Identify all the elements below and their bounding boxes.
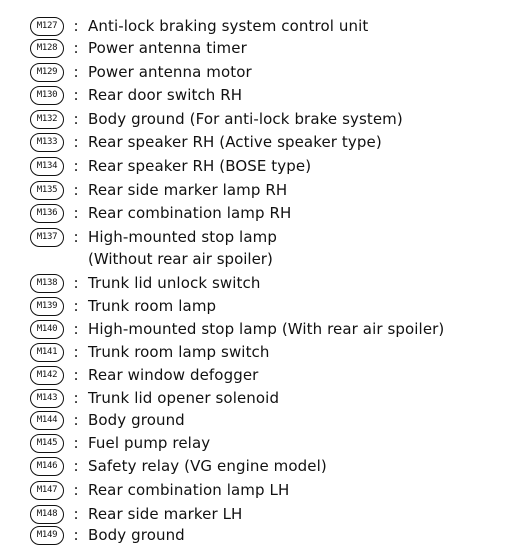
legend-item (30, 108, 403, 130)
separator-colon: : (73, 39, 79, 57)
connector-description: High-mounted stop lamp (With rear air spoiler) (88, 320, 445, 338)
connector-description: Body ground (88, 411, 185, 429)
legend-item (30, 202, 291, 224)
legend-item (30, 179, 287, 201)
connector-description: Body ground (For anti-lock brake system) (88, 110, 403, 128)
connector-description: High-mounted stop lamp (88, 228, 277, 246)
separator-colon: : (73, 297, 79, 315)
legend-item (30, 524, 185, 546)
connector-code-badge: M129 (30, 63, 64, 82)
separator-colon: : (73, 389, 79, 407)
legend-item (30, 295, 216, 317)
legend-item (30, 155, 311, 177)
legend-item (30, 61, 252, 83)
connector-code-badge: M145 (30, 434, 64, 453)
connector-code-badge: M138 (30, 274, 64, 293)
connector-code-badge: M149 (30, 526, 64, 545)
separator-colon: : (73, 457, 79, 475)
legend-item (30, 318, 444, 340)
legend-item (30, 432, 210, 454)
connector-description: Trunk room lamp (88, 297, 217, 315)
separator-colon: : (73, 343, 79, 361)
connector-code-badge: M147 (30, 481, 64, 500)
separator-colon: : (73, 320, 79, 338)
connector-code-badge: M146 (30, 457, 64, 476)
connector-description: Power antenna timer (88, 39, 247, 57)
separator-colon: : (73, 133, 79, 151)
legend-item (30, 503, 242, 525)
connector-description: Trunk lid opener solenoid (88, 389, 280, 407)
connector-code-badge: M143 (30, 389, 64, 408)
separator-colon: : (73, 86, 79, 104)
connector-code-badge: M142 (30, 366, 64, 385)
legend-item (30, 226, 277, 248)
separator-colon: : (73, 526, 79, 544)
connector-code-badge: M135 (30, 181, 64, 200)
separator-colon: : (73, 181, 79, 199)
connector-description: Trunk lid unlock switch (88, 274, 261, 292)
connector-description: Rear side marker lamp RH (88, 181, 288, 199)
connector-description: Rear window defogger (88, 366, 259, 384)
connector-code-badge: M132 (30, 110, 64, 129)
legend-item (30, 15, 368, 37)
connector-description: Rear speaker RH (BOSE type) (88, 157, 312, 175)
legend-item (30, 131, 382, 153)
separator-colon: : (73, 110, 79, 128)
legend-item (30, 364, 258, 386)
connector-code-badge: M130 (30, 86, 64, 105)
legend-item (30, 37, 247, 59)
connector-code-badge: M144 (30, 411, 64, 430)
connector-code-badge: M141 (30, 343, 64, 362)
connector-code-badge: M148 (30, 505, 64, 524)
connector-description: Trunk room lamp switch (88, 343, 270, 361)
connector-description: Power antenna motor (88, 63, 252, 81)
legend-item (30, 455, 327, 477)
connector-description: Fuel pump relay (88, 434, 211, 452)
legend-item (30, 387, 279, 409)
separator-colon: : (73, 411, 79, 429)
connector-description: Rear side marker LH (88, 505, 243, 523)
legend-item (30, 479, 289, 501)
connector-code-badge: M128 (30, 39, 64, 58)
legend-item (30, 409, 185, 431)
connector-code-badge: M127 (30, 17, 64, 36)
connector-code-badge: M137 (30, 228, 64, 247)
connector-description: Anti-lock braking system control unit (88, 17, 369, 35)
separator-colon: : (73, 228, 79, 246)
separator-colon: : (73, 63, 79, 81)
separator-colon: : (73, 434, 79, 452)
connector-description: Rear combination lamp RH (88, 204, 292, 222)
separator-colon: : (73, 17, 79, 35)
connector-code-badge: M140 (30, 320, 64, 339)
legend-item (30, 341, 270, 363)
connector-description: Rear combination lamp LH (88, 481, 290, 499)
connector-code-badge: M136 (30, 204, 64, 223)
separator-colon: : (73, 366, 79, 384)
separator-colon: : (73, 204, 79, 222)
connector-description: Body ground (88, 526, 185, 544)
connector-code-badge: M133 (30, 133, 64, 152)
connector-description: Safety relay (VG engine model) (88, 457, 327, 475)
separator-colon: : (73, 157, 79, 175)
connector-code-badge: M134 (30, 157, 64, 176)
separator-colon: : (73, 505, 79, 523)
separator-colon: : (73, 481, 79, 499)
connector-description: Rear speaker RH (Active speaker type) (88, 133, 382, 151)
separator-colon: : (73, 274, 79, 292)
connector-description-continuation: (Without rear air spoiler) (88, 250, 273, 268)
legend-item (30, 84, 242, 106)
connector-description: Rear door switch RH (88, 86, 243, 104)
connector-code-badge: M139 (30, 297, 64, 316)
legend-item (30, 272, 260, 294)
